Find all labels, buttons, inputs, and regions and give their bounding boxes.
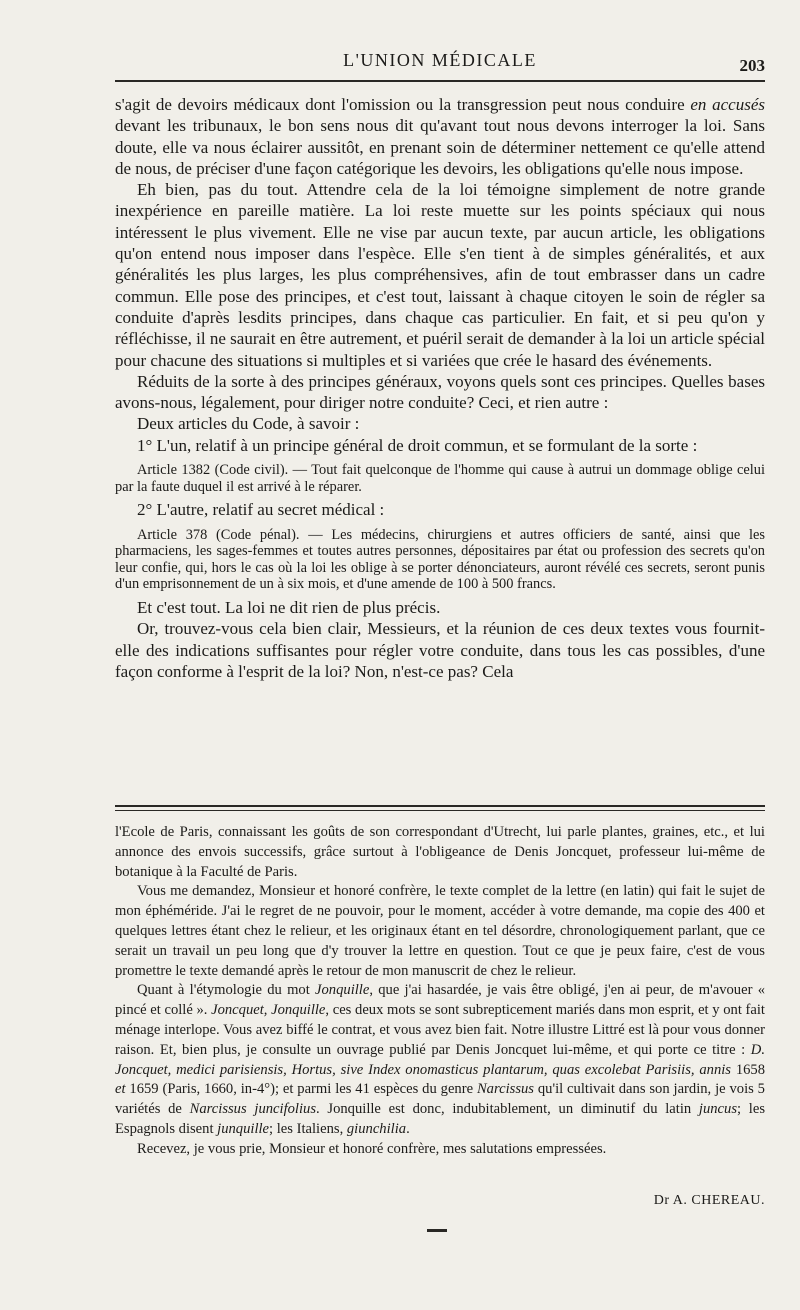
page-number: 203 [739, 56, 765, 75]
paragraph-8: Or, trouvez-vous cela bien clair, Messieurs, et la réunion de ces deux textes vous fournit-elle des indications suffisantes pour régler votre conduite, dans tous les cas possibles, d'une façon conforme à l'esprit de la loi? Non, n'est-ce pas? Cela [115, 619, 765, 681]
main-text [115, 94, 765, 682]
header-rule [115, 80, 765, 82]
fn3-em8: junquille [217, 1120, 270, 1137]
fn3-em4: et [115, 1081, 126, 1098]
fn3-em2: Joncquet, Jonquille [211, 1002, 326, 1019]
fn3-d: 1658 [731, 1061, 766, 1078]
fn3-a: Quant à l'étymologie du mot [137, 982, 316, 999]
paragraph-1-text-b: devant les tribunaux, le bon sens nous dit qu'avant tout nous devons interroger la loi. Sans doute, elle va nous éclairer aussitôt, en prenant soin de déterminer nettement ce qu'elle attend de nous, de préciser d'une façon catégorique les devoirs, les obligations qu'elle nous impose. [115, 116, 765, 178]
footnote-paragraph-3 [115, 981, 765, 1139]
fn3-em9: giunchilia [346, 1120, 407, 1137]
fn3-em1: Jonquille [315, 982, 370, 999]
paragraph-1 [115, 94, 765, 179]
footnote-section [115, 823, 765, 1160]
bottom-dash [427, 1229, 447, 1232]
paragraph-3: Réduits de la sorte à des principes généraux, voyons quels sont ces principes. Quelles bases avons-nous, légalement, pour diriger notre conduite? Ceci, et rien autre : [115, 371, 765, 413]
fn3-e: 1659 (Paris, 1660, in-4°); et parmi les 41 espèces du genre [125, 1081, 477, 1098]
fn3-h: ; les Espagnols disent [115, 1101, 766, 1137]
fn3-j: . [406, 1120, 410, 1137]
fn3-em3: D. Joncquet, medici parisiensis, Hortus, sive Index onomasticus plantarum, quas excolebat Parisiis, annis [115, 1041, 765, 1078]
paragraph-5: 1° L'un, relatif à un principe général de droit commun, et se formulant de la sorte : [137, 435, 698, 455]
fn3-i: ; les Italiens, [269, 1120, 347, 1137]
paragraph-6: 2° L'autre, relatif au secret médical : [137, 500, 385, 520]
paragraph-2: Eh bien, pas du tout. Attendre cela de la loi témoigne simplement de notre grande inexpérience en pareille matière. La loi reste muette sur les points spéciaux qui nous intéressent le plus vivement. Elle ne vise par aucun texte, par aucun article, les obligations qu'on entend nous imposer dans l'espèce. Elle s'en tient à de simples généralités, et aux généralités les plus larges, les plus compréhensives, afin de tout embrasser dans un cadre commun. Elle pose des principes, et c'est tout, laissant à chaque citoyen le soin de régler sa conduite d'après lesdits principes, dans chaque cas particulier. En fait, et si peu qu'on y réfléchisse, il ne saurait en être autrement, et puéril serait de demander à la loi un article spécial pour chacune des situations si multiples et si variées que crée le hasard des événements. [115, 180, 765, 370]
paragraph-4: Deux articles du Code, à savoir : [137, 414, 360, 434]
running-title: L'UNION MÉDICALE [343, 50, 537, 70]
paragraph-1-emphasis: en accusés [690, 95, 765, 114]
quote-article-378: Article 378 (Code pénal). — Les médecins, chirurgiens et autres officiers de santé, ainsi que les pharmaciens, les sages-femmes et toutes autres personnes, dépositaires par état ou profession des secrets qu'on leur confie, qui, hors le cas où la loi les oblige à se porter dénonciateurs, auront révélé ces secrets, seront punis d'un emprisonnement de un à six mois, et d'une amende de 100 à 500 francs. [115, 526, 765, 593]
fn3-b: , que j'ai hasardée, je vais être obligé, j'en ai peur, de m'avouer « pincé et collé ». [115, 982, 765, 1019]
footnote-paragraph-4: Recevez, je vous prie, Monsieur et honoré confrère, mes salutations empressées. [137, 1140, 607, 1157]
page-header [115, 50, 765, 76]
fn3-f: qu'il cultivait dans son jardin, je vois 5 variétés de [115, 1081, 765, 1118]
section-separator [115, 805, 765, 811]
fn3-em6: Narcissus juncifolius [189, 1101, 317, 1118]
fn3-em5: Narcissus [476, 1081, 534, 1098]
footnote-paragraph-2: Vous me demandez, Monsieur et honoré confrère, le texte complet de la lettre (en latin) qui fait le sujet de mon éphéméride. J'ai le regret de ne pouvoir, pour le moment, accéder à votre demande, ma copie des 400 et quelques lettres étant chez le relieur, et les originaux étant en tel désordre, chronologiquement parlant, que ce serait un travail un peu long que d'y trouver la lettre en question. Tout ce que je peux faire, c'est de vous promettre le texte demandé après le retour de mon manuscrit de chez le relieur. [115, 883, 765, 979]
fn3-c: , ces deux mots se sont subrepticement mariés dans mon esprit, et y ont fait ménage interlope. Vous avez biffé le contrat, et vous avez bien fait. Notre illustre Littré est là pour vous donner raison. Et, bien plus, je consulte un ouvrage publié par Denis Joncquet lui-même, et qui porte ce titre : [115, 1002, 765, 1058]
paragraph-7: Et c'est tout. La loi ne dit rien de plus précis. [137, 597, 441, 617]
quote-article-1382: Article 1382 (Code civil). — Tout fait quelconque de l'homme qui cause à autrui un dommage oblige celui par la faute duquel il est arrivé à le réparer. [115, 462, 765, 495]
paragraph-1-text-a: s'agit de devoirs médicaux dont l'omission ou la transgression peut nous conduire [115, 95, 691, 114]
fn3-em7: juncus [698, 1101, 738, 1118]
signature: Dr A. CHEREAU. [653, 1193, 765, 1208]
fn3-g: . Jonquille est donc, indubitablement, un diminutif du latin [316, 1101, 699, 1118]
footnote-paragraph-1: l'Ecole de Paris, connaissant les goûts de son correspondant d'Utrecht, lui parle plantes, graines, etc., et lui annonce des envois successifs, grâce surtout à l'obligeance de Denis Joncquet, professeur lui-même de botanique à la Faculté de Paris. [115, 824, 765, 880]
